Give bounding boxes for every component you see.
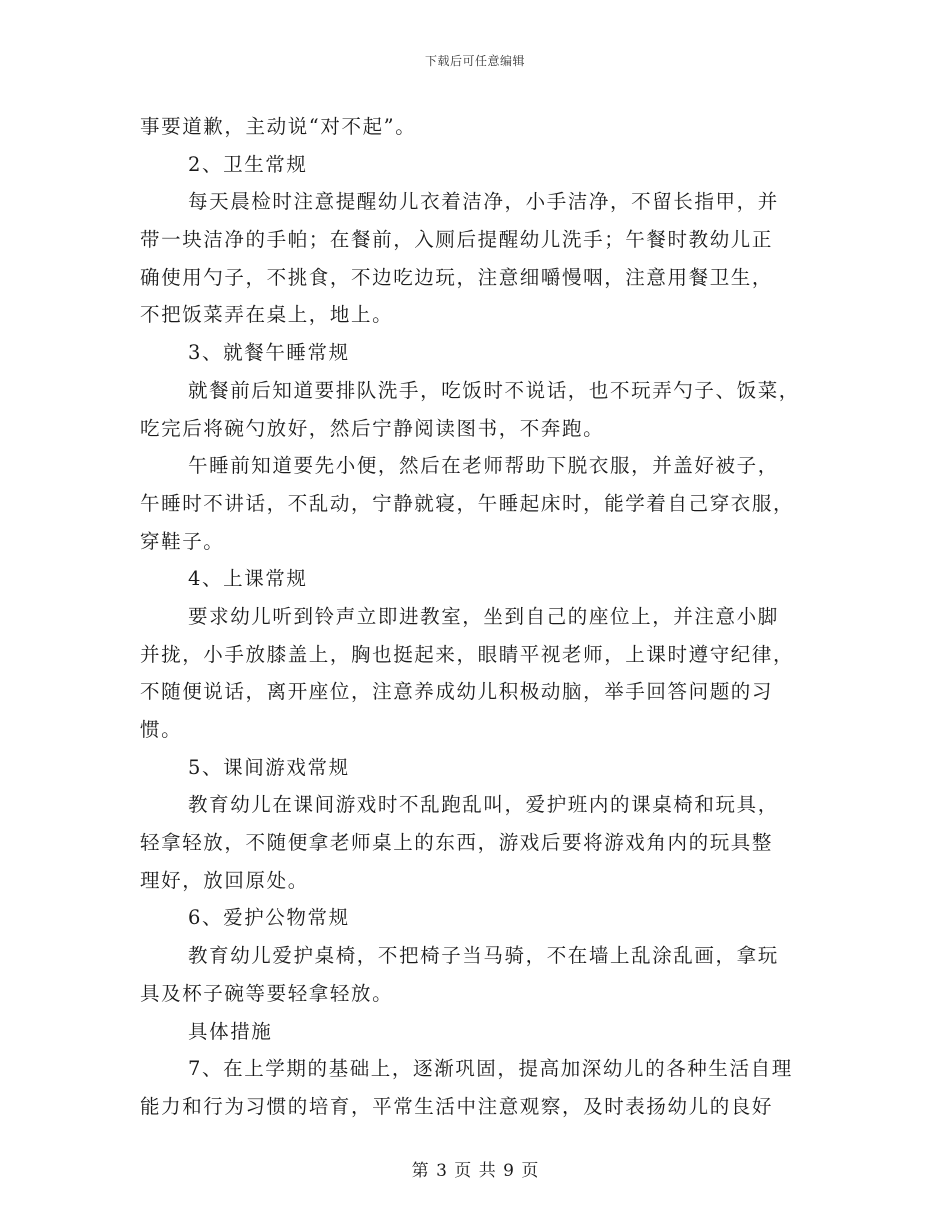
section-heading: 具体措施 — [188, 1019, 273, 1043]
section-heading: 5、课间游戏常规 — [188, 755, 350, 779]
text-line: 确使用勺子，不挑食，不边吃边玩，注意细嚼慢咽，注意用餐卫生， — [140, 265, 774, 289]
section-heading: 4、上课常规 — [188, 567, 308, 591]
text-line: 教育幼儿爱护桌椅，不把椅子当马骑，不在墙上乱涂乱画，拿玩 — [188, 944, 779, 968]
page-header: 下载后可任意编辑 — [424, 54, 525, 68]
text-line: 就餐前后知道要排队洗手，吃饭时不说话，也不玩弄勺子、饭菜， — [188, 378, 800, 402]
text-line: 午睡时不讲话，不乱动，宁静就寝，午睡起床时，能学着自己穿衣服， — [140, 491, 795, 515]
text-line: 不随便说话，离开座位，注意养成幼儿积极动脑，举手回答问题的习 — [140, 680, 774, 704]
text-line: 穿鞋子。 — [140, 529, 225, 553]
section-heading: 2、卫生常规 — [188, 152, 308, 176]
text-line: 吃完后将碗勺放好，然后宁静阅读图书，不奔跑。 — [140, 416, 605, 440]
text-line: 具及杯子碗等要轻拿轻放。 — [140, 981, 394, 1005]
section-heading: 3、就餐午睡常规 — [188, 341, 350, 365]
text-line: 并拢，小手放膝盖上，胸也挺起来，眼睛平视老师，上课时遵守纪律， — [140, 642, 795, 666]
text-line: 教育幼儿在课间游戏时不乱跑乱叫，爱护班内的课桌椅和玩具， — [188, 793, 779, 817]
text-line: 事要道歉，主动说“对不起”。 — [140, 115, 417, 138]
page-footer: 第 3 页 共 9 页 — [411, 1161, 539, 1181]
text-line: 午睡前知道要先小便，然后在老师帮助下脱衣服，并盖好被子， — [188, 454, 779, 478]
text-line: 7、在上学期的基础上，逐渐巩固，提高加深幼儿的各种生活自理 — [188, 1057, 793, 1081]
text-line: 要求幼儿听到铃声立即进教室，坐到自己的座位上，并注意小脚 — [188, 604, 779, 628]
text-line: 每天晨检时注意提醒幼儿衣着洁净，小手洁净，不留长指甲，并 — [188, 190, 779, 214]
text-line: 不把饭菜弄在桌上，地上。 — [140, 303, 394, 327]
text-line: 带一块洁净的手帕；在餐前，入厕后提醒幼儿洗手；午餐时教幼儿正 — [140, 228, 774, 252]
text-line: 理好，放回原处。 — [140, 868, 309, 892]
section-heading: 6、爱护公物常规 — [188, 906, 350, 930]
document-body — [140, 108, 810, 1126]
text-line: 惯。 — [140, 718, 183, 741]
text-line: 能力和行为习惯的培育，平常生活中注意观察，及时表扬幼儿的良好 — [140, 1094, 774, 1118]
text-line: 轻拿轻放，不随便拿老师桌上的东西，游戏后要将游戏角内的玩具整 — [140, 831, 774, 855]
